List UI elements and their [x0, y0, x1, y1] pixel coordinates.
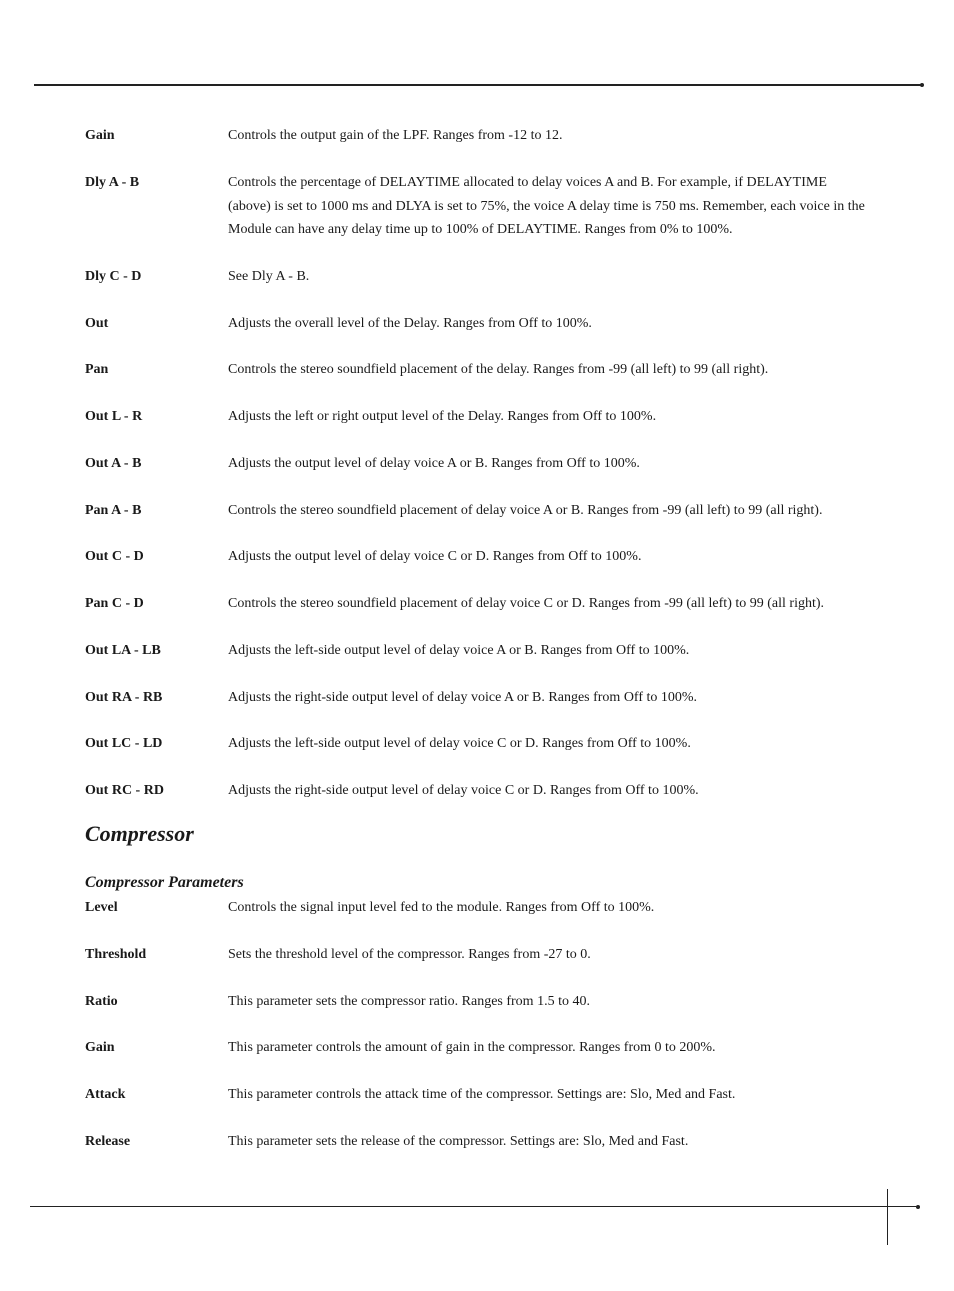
subsection-title: Compressor Parameters	[85, 874, 244, 891]
param-name: Out A - B	[85, 456, 142, 471]
param-name: Ratio	[85, 994, 118, 1009]
bottom-rule-dot	[916, 1205, 920, 1209]
param-name: Level	[85, 900, 118, 915]
param-description: Controls the percentage of DELAYTIME allocated to delay voices A and B. For example, if DELAYTIME (above) is set to 1000 ms and DLYA is set to 75%, the voice A delay time is 750 ms. Remember, each voice in the Module can have any delay time up to 100% of DELAYTIME. Ranges from 0% to 100%.	[228, 175, 865, 237]
param-description: Sets the threshold level of the compressor. Ranges from -27 to 0.	[228, 947, 591, 962]
param-name: Pan	[85, 362, 109, 377]
param-name: Out	[85, 316, 109, 331]
param-name: Release	[85, 1134, 131, 1149]
param-name: Pan C - D	[85, 596, 144, 611]
param-description: Adjusts the left or right output level of the Delay. Ranges from Off to 100%.	[228, 409, 657, 424]
param-name: Gain	[85, 128, 115, 143]
param-name: Dly C - D	[85, 269, 142, 284]
param-description: Adjusts the left-side output level of delay voice C or D. Ranges from Off to 100%.	[228, 736, 691, 751]
param-description: Adjusts the right-side output level of delay voice C or D. Ranges from Off to 100%.	[228, 783, 699, 798]
param-description: This parameter sets the release of the compressor. Settings are: Slo, Med and Fast.	[228, 1134, 689, 1149]
param-name: Out LA - LB	[85, 643, 161, 658]
param-description: Controls the signal input level fed to the module. Ranges from Off to 100%.	[228, 900, 655, 915]
param-description: Adjusts the left-side output level of delay voice A or B. Ranges from Off to 100%.	[228, 643, 690, 658]
param-name: Gain	[85, 1040, 115, 1055]
param-description: Controls the stereo soundfield placement of delay voice A or B. Ranges from -99 (all left) to 99 (all right).	[228, 503, 823, 518]
param-description: Adjusts the overall level of the Delay. Ranges from Off to 100%.	[228, 316, 592, 331]
param-description: Controls the output gain of the LPF. Ranges from -12 to 12.	[228, 128, 563, 143]
param-name: Pan A - B	[85, 503, 142, 518]
section-title: Compressor	[85, 821, 194, 846]
bottom-rule	[30, 1206, 918, 1207]
param-description: Controls the stereo soundfield placement of the delay. Ranges from -99 (all left) to 99 (all right).	[228, 362, 769, 377]
param-name: Out LC - LD	[85, 736, 163, 751]
param-description: This parameter controls the amount of gain in the compressor. Ranges from 0 to 200%.	[228, 1040, 716, 1055]
param-name: Out L - R	[85, 409, 143, 424]
param-name: Out RC - RD	[85, 783, 164, 798]
bottom-crop-mark	[887, 1189, 888, 1245]
param-description: This parameter sets the compressor ratio. Ranges from 1.5 to 40.	[228, 994, 590, 1009]
param-description: Adjusts the output level of delay voice A or B. Ranges from Off to 100%.	[228, 456, 640, 471]
param-description: See Dly A - B.	[228, 269, 310, 284]
param-name: Threshold	[85, 947, 147, 962]
top-rule	[34, 84, 922, 86]
param-description: Controls the stereo soundfield placement of delay voice C or D. Ranges from -99 (all left) to 99 (all right).	[228, 596, 825, 611]
param-description: This parameter controls the attack time of the compressor. Settings are: Slo, Med and Fast.	[228, 1087, 736, 1102]
param-name: Dly A - B	[85, 175, 140, 190]
param-name: Attack	[85, 1087, 126, 1102]
param-description: Adjusts the right-side output level of delay voice A or B. Ranges from Off to 100%.	[228, 690, 698, 705]
param-name: Out RA - RB	[85, 690, 163, 705]
top-rule-dot	[920, 83, 924, 87]
param-name: Out C - D	[85, 549, 144, 564]
param-description: Adjusts the output level of delay voice C or D. Ranges from Off to 100%.	[228, 549, 642, 564]
